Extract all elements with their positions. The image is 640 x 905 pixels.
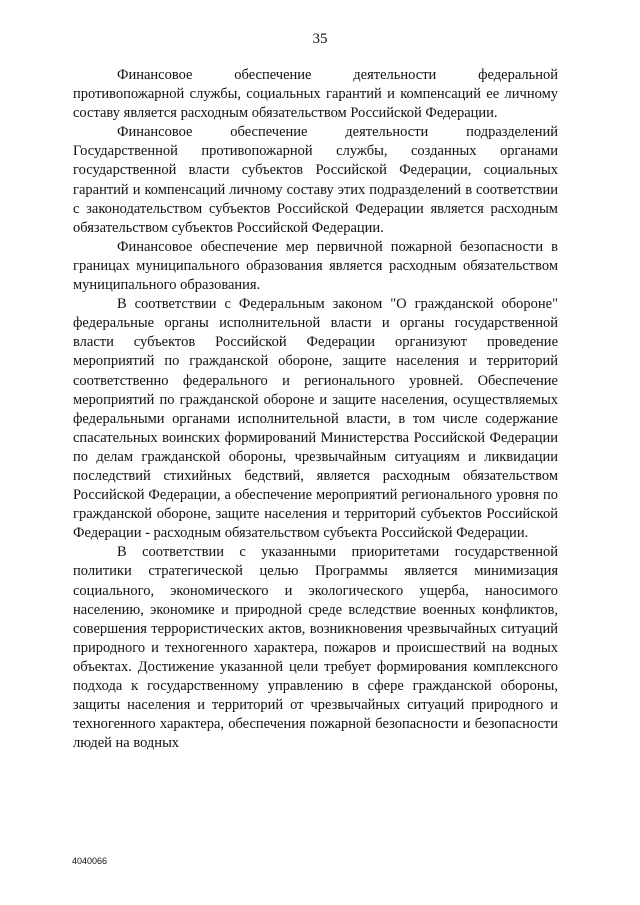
document-code: 4040066 (72, 856, 108, 866)
paragraph-3: Финансовое обеспечение мер первичной пожарной безопасности в границах муниципального образования является расходным обязательством муниципального образования. (73, 238, 558, 294)
document-body (73, 66, 558, 753)
paragraph-2: Финансовое обеспечение деятельности подразделений Государственной противопожарной службы, созданных органами государственной власти субъектов Российской Федерации, социальных гарантий и компенсаций личному составу этих подразделений в соответствии с законодательством субъектов Российской Федерации является расходным обязательством субъектов Российской Федерации. (73, 124, 558, 236)
page-number: 35 (312, 31, 328, 47)
paragraph-5: В соответствии с указанными приоритетами государственной политики стратегической целью Программы является минимизация социального, экономического и экологического ущерба, наносимого населению, экономике и природной среде вследствие военных конфликтов, совершения террористических актов, возникновения чрезвычайных ситуаций природного и техногенного характера, пожаров и происшествий на водных объектах. Достижение указанной цели требует формирования комплексного подхода к государственному управлению в сфере гражданской обороны, защиты населения и территорий от чрезвычайных ситуаций природного и техногенного характера, обеспечения пожарной безопасности и безопасности людей на водных (73, 544, 558, 752)
paragraph-1: Финансовое обеспечение деятельности федеральной противопожарной службы, социальных гарантий и компенсаций ее личному составу является расходным обязательством Российской Федерации. (73, 67, 558, 122)
paragraph-4: В соответствии с Федеральным законом "О гражданской обороне" федеральные органы исполнительной власти и органы государственной власти субъектов Российской Федерации организуют проведение мероприятий по гражданской обороне, защите населения и территорий соответственно федерального и регионального уровней. Обеспечение мероприятий по гражданской обороне и защите населения, осуществляемых федеральными органами исполнительной власти, в том числе содержание спасательных воинских формирований Министерства Российской Федерации по делам гражданской обороны, чрезвычайным ситуациям и ликвидации последствий стихийных бедствий, является расходным обязательством Российской Федерации, а обеспечение мероприятий регионального уровня по гражданской обороне, защите населения и территорий субъектов Российской Федерации - расходным обязательством субъекта Российской Федерации. (73, 296, 558, 542)
